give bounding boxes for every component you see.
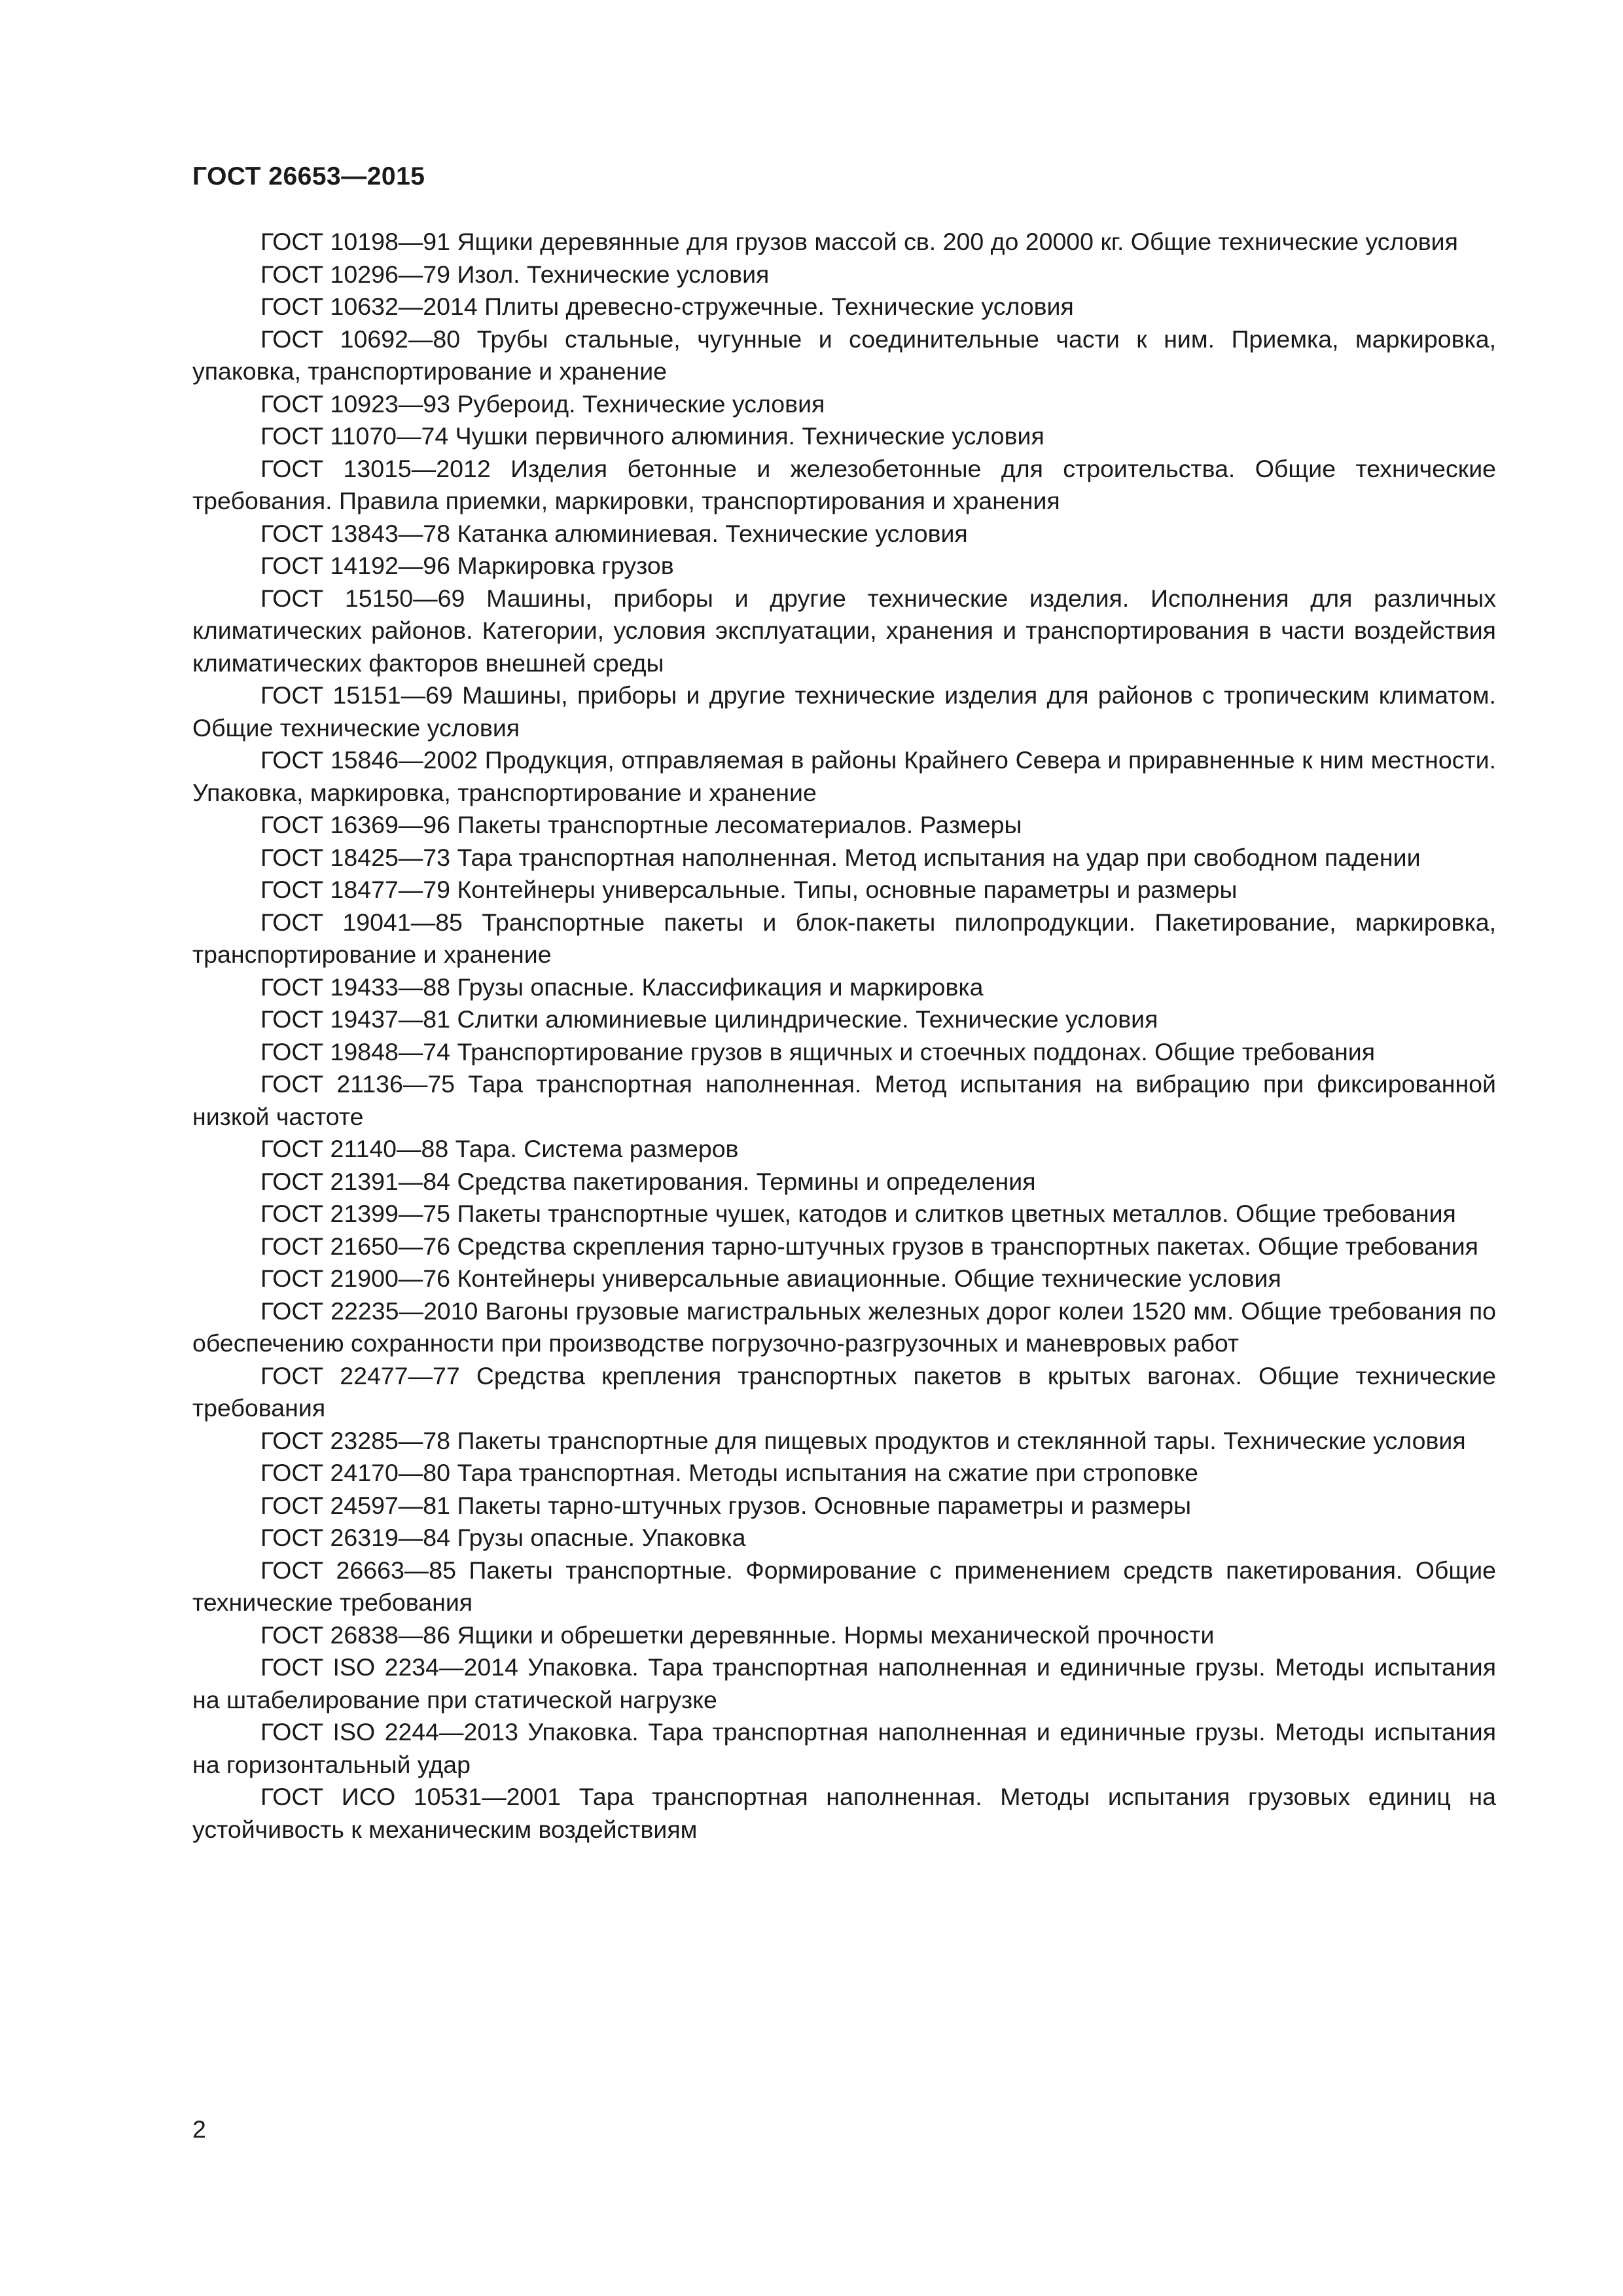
reference-item: ГОСТ 19041—85 Транспортные пакеты и блок-пакеты пилопродукции. Пакетирование, маркировка, транспортирование и хранение: [192, 908, 1496, 968]
reference-item: ГОСТ 21900—76 Контейнеры универсальные авиационные. Общие технические условия: [260, 1265, 1281, 1292]
reference-item: ГОСТ ISO 2234—2014 Упаковка. Тара транспортная наполненная и единичные грузы. Методы испытания на штабелирование при статической нагрузке: [192, 1653, 1496, 1713]
reference-item: ГОСТ 11070—74 Чушки первичного алюминия. Технические условия: [260, 422, 1044, 450]
reference-item: ГОСТ 16369—96 Пакеты транспортные лесоматериалов. Размеры: [260, 811, 1022, 838]
reference-item: ГОСТ 21650—76 Средства скрепления тарно-штучных грузов в транспортных пакетах. Общие требования: [260, 1232, 1478, 1260]
reference-item: ГОСТ 19848—74 Транспортирование грузов в ящичных и стоечных поддонах. Общие требования: [260, 1037, 1376, 1066]
reference-item: ГОСТ 22477—77 Средства крепления транспортных пакетов в крытых вагонах. Общие технические требования: [192, 1361, 1496, 1422]
page-number: 2: [192, 2115, 206, 2143]
reference-item: ГОСТ 10296—79 Изол. Технические условия: [260, 260, 770, 288]
reference-item: ГОСТ 24597—81 Пакеты тарно-штучных грузов. Основные параметры и размеры: [260, 1491, 1192, 1519]
reference-item: ГОСТ 21399—75 Пакеты транспортные чушек, катодов и слитков цветных металлов. Общие требования: [260, 1200, 1456, 1227]
reference-item: ГОСТ 23285—78 Пакеты транспортные для пищевых продуктов и стеклянной тары. Технические условия: [260, 1426, 1466, 1454]
reference-item: ГОСТ 10692—80 Трубы стальные, чугунные и соединительные части к ним. Приемка, маркировка, упаковка, транспортирование и хранение: [192, 325, 1496, 385]
reference-item: ГОСТ 15151—69 Машины, приборы и другие технические изделия для районов с тропическим климатом. Общие технические условия: [192, 681, 1496, 742]
reference-item: ГОСТ 26838—86 Ящики и обрешетки деревянные. Нормы механической прочности: [260, 1621, 1215, 1649]
reference-item: ГОСТ 26663—85 Пакеты транспортные. Формирование с применением средств пакетирования. Общие технические требования: [192, 1556, 1496, 1616]
normative-references-list: [192, 226, 1496, 1846]
reference-item: ГОСТ 10198—91 Ящики деревянные для грузов массой св. 200 до 20000 кг. Общие технические условия: [260, 228, 1458, 255]
reference-item: ГОСТ 21391—84 Средства пакетирования. Термины и определения: [260, 1167, 1036, 1195]
reference-item: ГОСТ ИСО 10531—2001 Тара транспортная наполненная. Методы испытания грузовых единиц на устойчивость к механическим воздействиям: [192, 1783, 1496, 1843]
reference-item: ГОСТ 13015—2012 Изделия бетонные и железобетонные для строительства. Общие технические требования. Правила приемки, маркировки, транспортирования и хранения: [192, 454, 1496, 514]
reference-item: ГОСТ ISO 2244—2013 Упаковка. Тара транспортная наполненная и единичные грузы. Методы испытания на горизонтальный удар: [192, 1718, 1496, 1778]
reference-item: ГОСТ 18425—73 Тара транспортная наполненная. Метод испытания на удар при свободном падении: [260, 843, 1421, 871]
reference-item: ГОСТ 22235—2010 Вагоны грузовые магистральных железных дорог колеи 1520 мм. Общие требования по обеспечению сохранности при производстве погрузочно-разгрузочных и маневровых работ: [192, 1297, 1496, 1357]
reference-item: ГОСТ 14192—96 Маркировка грузов: [260, 552, 674, 579]
reference-item: ГОСТ 19433—88 Грузы опасные. Классификация и маркировка: [260, 973, 984, 1001]
document-header: ГОСТ 26653—2015: [192, 162, 425, 190]
reference-item: ГОСТ 10632—2014 Плиты древесно-стружечные. Технические условия: [260, 293, 1074, 320]
reference-item: ГОСТ 24170—80 Тара транспортная. Методы испытания на сжатие при строповке: [260, 1459, 1198, 1486]
reference-item: ГОСТ 15150—69 Машины, приборы и другие технические изделия. Исполнения для различных климатических районов. Категории, условия эксплуатации, хранения и транспортирования в части воздействия климатических факторов внешней среды: [192, 584, 1496, 677]
reference-item: ГОСТ 10923—93 Рубероид. Технические условия: [260, 389, 825, 418]
reference-item: ГОСТ 26319—84 Грузы опасные. Упаковка: [260, 1524, 746, 1551]
reference-item: ГОСТ 18477—79 Контейнеры универсальные. Типы, основные параметры и размеры: [260, 876, 1238, 903]
reference-item: ГОСТ 13843—78 Катанка алюминиевая. Технические условия: [260, 519, 968, 547]
reference-item: ГОСТ 21140—88 Тара. Система размеров: [260, 1135, 739, 1162]
reference-item: ГОСТ 19437—81 Слитки алюминиевые цилиндрические. Технические условия: [260, 1005, 1158, 1033]
reference-item: ГОСТ 21136—75 Тара транспортная наполненная. Метод испытания на вибрацию при фиксированной низкой частоте: [192, 1070, 1496, 1130]
reference-item: ГОСТ 15846—2002 Продукция, отправляемая в районы Крайнего Севера и приравненные к ним местности. Упаковка, маркировка, транспортирование и хранение: [192, 746, 1496, 806]
